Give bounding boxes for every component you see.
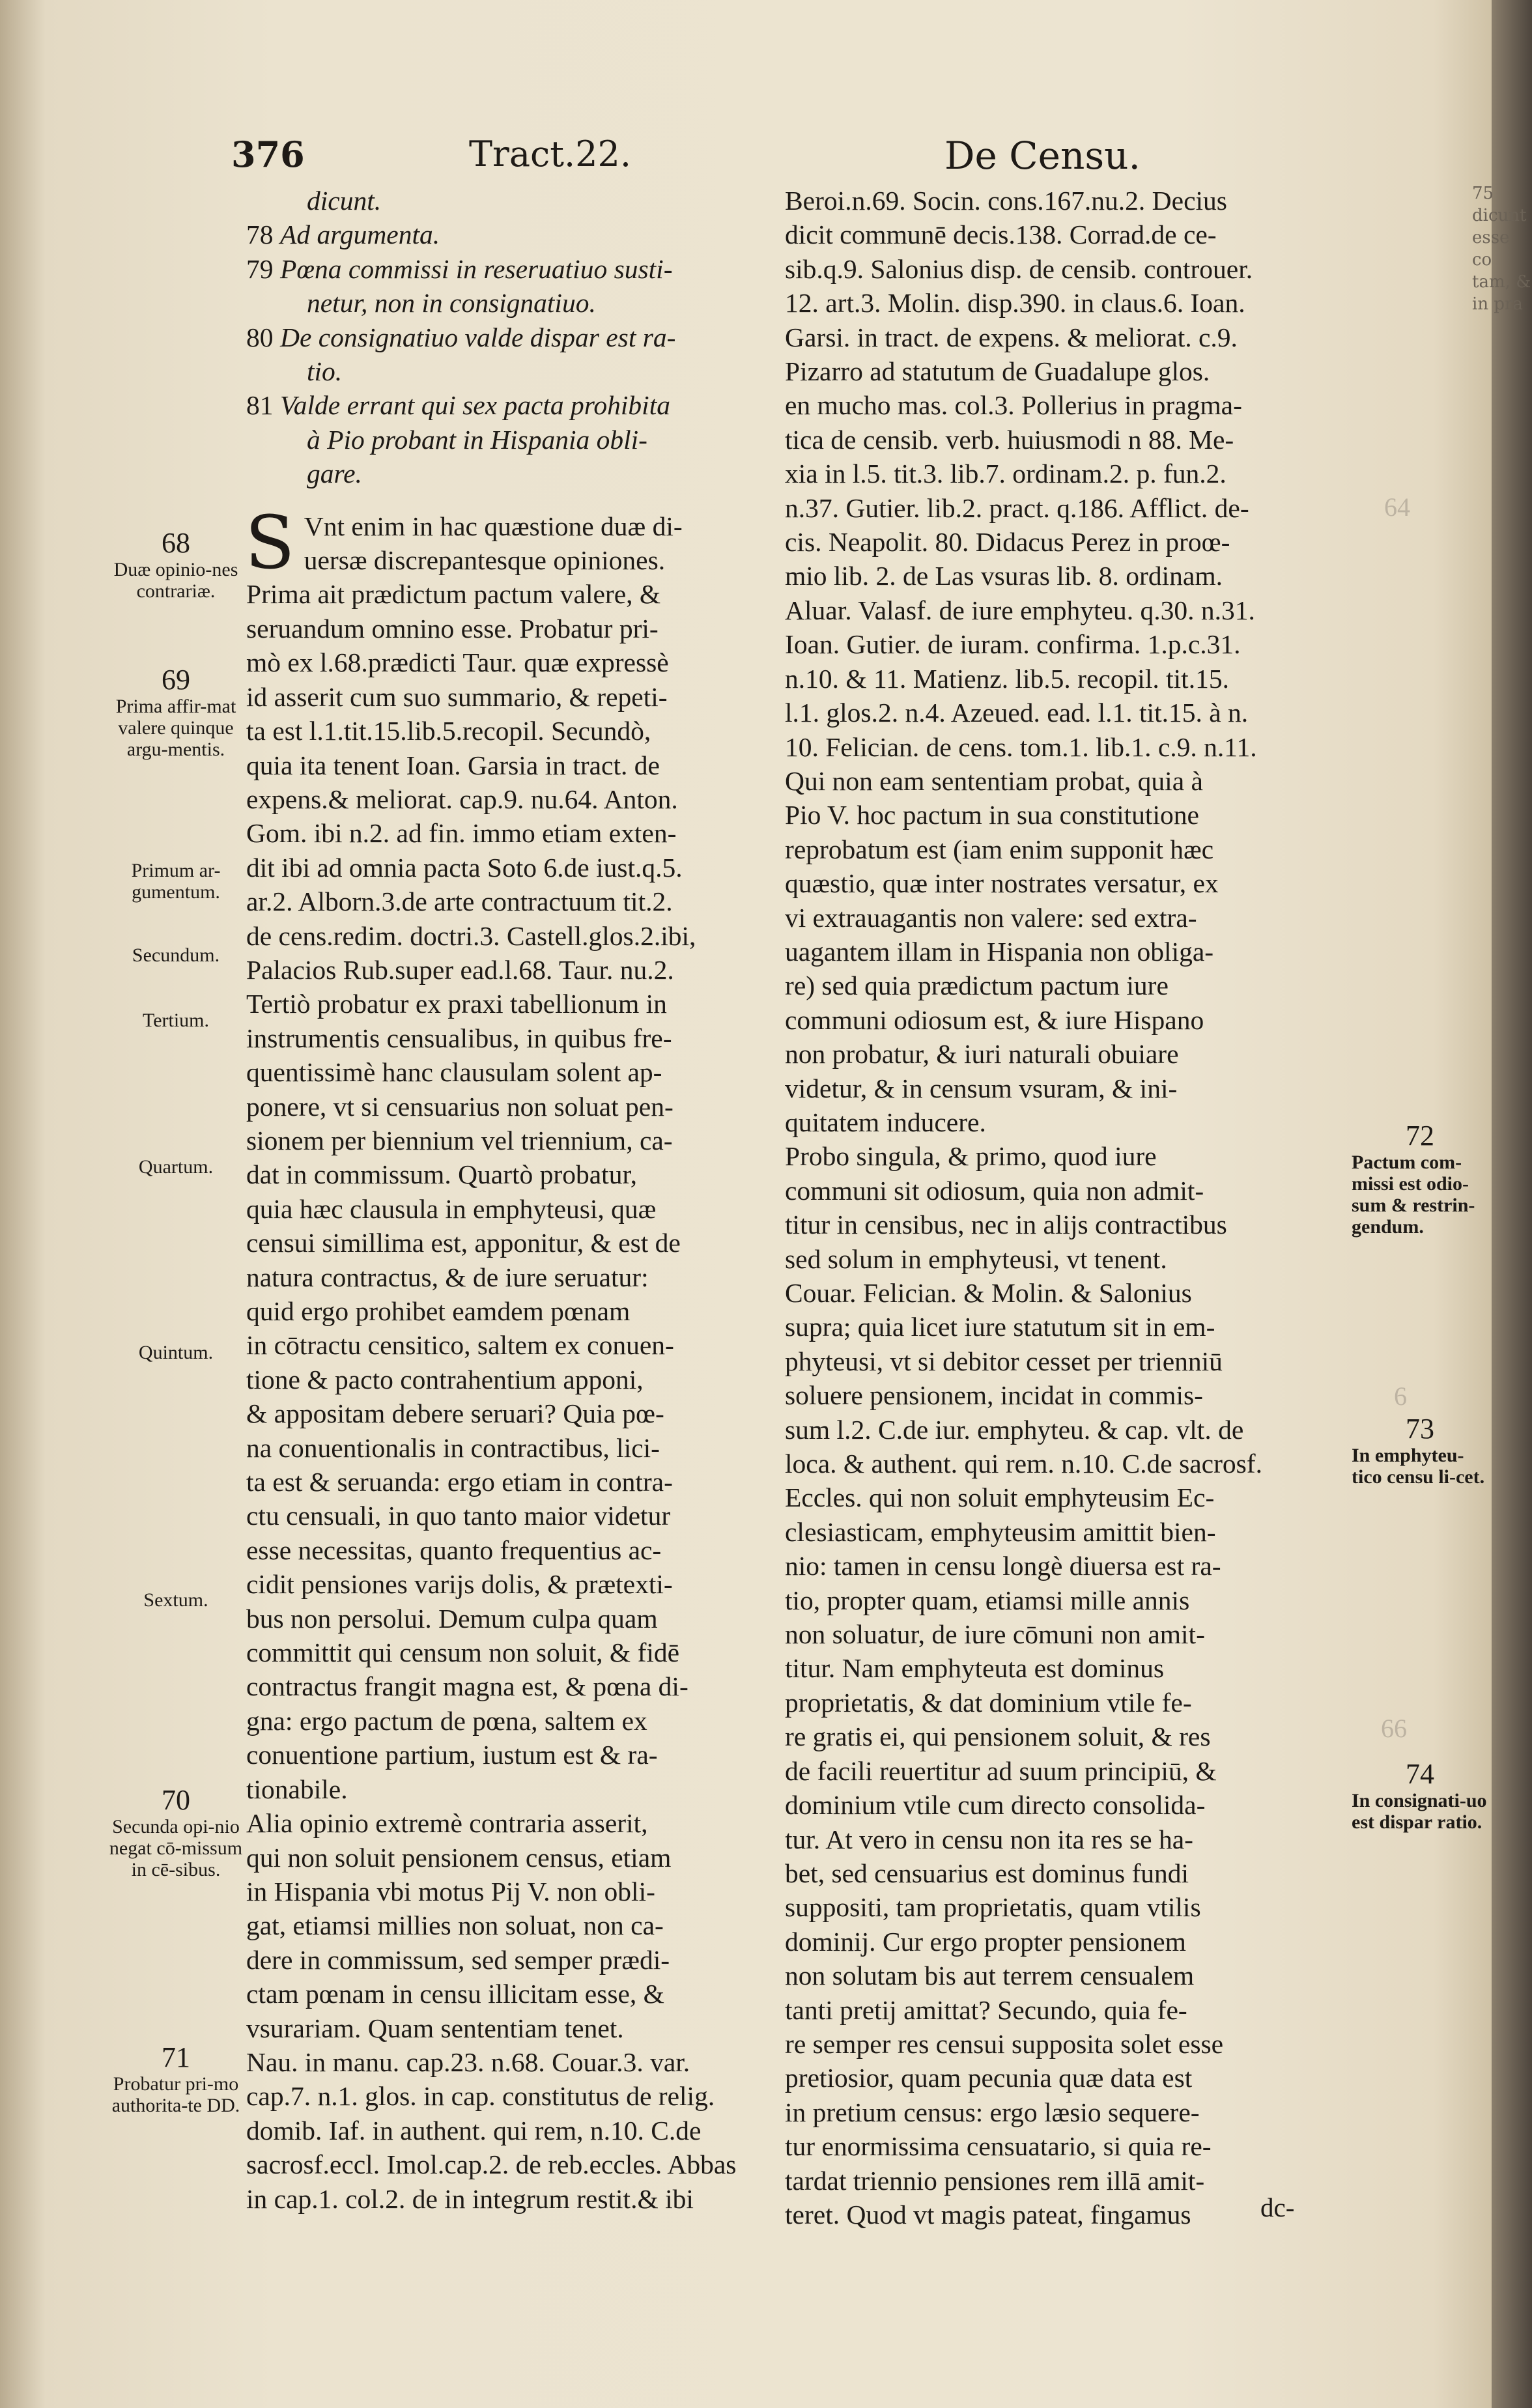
text-line: tur enormissima censuatario, si quia re- xyxy=(785,2131,1212,2162)
text-line: xia in l.5. tit.3. lib.7. ordinam.2. p. fun.2. xyxy=(785,459,1227,489)
text-line: l.1. glos.2. n.4. Azeued. ead. l.1. tit.15. à n. xyxy=(785,698,1249,728)
margin-note-number: 74 xyxy=(1406,1758,1434,1790)
text-line: pretiosior, quam pecunia quæ data est xyxy=(785,2063,1193,2093)
margin-note xyxy=(107,2042,244,2116)
summary-number: 78 xyxy=(246,220,274,250)
bleed-mark: 6 xyxy=(1394,1381,1407,1411)
summary-line: netur, non in consignatiuo. xyxy=(307,288,596,319)
text-line: contractus frangit magna est, & pœna di- xyxy=(246,1671,688,1702)
text-line: Prima ait prædictum pactum valere, & xyxy=(246,579,661,610)
text-line: proprietatis, & dat dominium vtile fe- xyxy=(785,1687,1192,1718)
margin-note xyxy=(107,1342,244,1363)
text-line: in pretium census: ergo læsio sequere- xyxy=(785,2097,1200,2127)
margin-note xyxy=(1352,1120,1488,1238)
text-line: nio: tamen in censu longè diuersa est ra- xyxy=(785,1551,1221,1581)
text-line: committit qui censum non soluit, & fidē xyxy=(246,1637,680,1668)
right-column xyxy=(785,184,1329,2231)
margin-note-text: Pactum com-missi est odio-sum & restrin-gendum. xyxy=(1352,1152,1475,1238)
text-line: quid ergo prohibet eamdem pœnam xyxy=(246,1296,631,1326)
text-line: en mucho mas. col.3. Pollerius in pragma- xyxy=(785,390,1242,421)
text-line: titur. Nam emphyteuta est dominus xyxy=(785,1653,1165,1684)
text-line: vsurariam. Quam sententiam tenet. xyxy=(246,2013,624,2043)
text-line: bus non persolui. Demum culpa quam xyxy=(246,1603,658,1634)
catchword: dc- xyxy=(1260,2192,1295,2222)
text-line: Aluar. Valasf. de iure emphyteu. q.30. n.31. xyxy=(785,595,1255,625)
margin-note-text: Quartum. xyxy=(138,1156,214,1178)
summary-line: Pœna commissi in reseruatiuo susti- xyxy=(280,253,673,284)
text-line: soluere pensionem, incidat in commis- xyxy=(785,1380,1203,1411)
text-line: quæstio, quæ inter nostrates versatur, ex xyxy=(785,868,1219,899)
text-line: 10. Felician. de cens. tom.1. lib.1. c.9. n.11. xyxy=(785,731,1257,762)
text-line: reprobatum est (iam enim supponit hæc xyxy=(785,834,1214,864)
text-line: na conuentionalis in contractibus, lici- xyxy=(246,1432,660,1463)
summary-list xyxy=(246,184,775,491)
summary-line: à Pio probant in Hispania obli- xyxy=(307,424,647,455)
summary-line: De consignatiuo valde dispar est ra- xyxy=(280,322,676,352)
text-line: ponere, vt si censuarius non soluat pen- xyxy=(246,1091,674,1122)
text-line: Pizarro ad statutum de Guadalupe glos. xyxy=(785,356,1210,387)
text-line: communi odiosum est, & iure Hispano xyxy=(785,1004,1204,1035)
tractatus-label: Tract.22. xyxy=(469,134,632,175)
margin-note-text: Secunda opi-nio negat cō-missum in cē-sibus. xyxy=(109,1816,243,1880)
left-lines xyxy=(245,500,775,2216)
text-line: Gom. ibi n.2. ad fin. immo etiam exten- xyxy=(246,818,677,849)
text-line: sib.q.9. Salonius disp. de censib. controuer. xyxy=(785,253,1253,284)
page-number: 376 xyxy=(231,134,305,175)
text-line: non probatur, & iuri naturali obuiare xyxy=(785,1039,1179,1069)
summary-line: gare. xyxy=(307,459,362,489)
text-line: 12. art.3. Molin. disp.390. in claus.6. Ioan. xyxy=(785,288,1245,319)
text-line: non solutam bis aut terrem censualem xyxy=(785,1961,1195,1991)
bleed-text: 75 xyxy=(1472,184,1494,203)
summary-number: 79 xyxy=(246,253,274,284)
text-line: qui non soluit pensionem census, etiam xyxy=(246,1842,672,1873)
text-line: sum l.2. C.de iur. emphyteu. & cap. vlt. de xyxy=(785,1414,1244,1445)
text-line: quentissimè hanc clausulam solent ap- xyxy=(246,1057,662,1088)
margin-note-text: Sextum. xyxy=(143,1589,208,1611)
running-header xyxy=(231,127,1339,186)
text-line: ctu censuali, in quo tanto maior videtur xyxy=(246,1501,671,1531)
text-line: tionabile. xyxy=(246,1774,348,1804)
text-line: gat, etiamsi millies non soluat, non ca- xyxy=(246,1910,664,1941)
margin-note-text: In emphyteu-tico censu li-cet. xyxy=(1352,1445,1485,1488)
text-line: uersæ discrepantesque opiniones. xyxy=(304,545,666,576)
body-text-left xyxy=(245,500,775,2216)
text-line: vi extrauagantis non valere: sed extra- xyxy=(785,902,1197,933)
text-line: dominium vtile cum directo consolida- xyxy=(785,1790,1206,1820)
text-line: domib. Iaf. in authent. qui rem, n.10. C.de xyxy=(246,2115,702,2146)
text-line: dominij. Cur ergo propter pensionem xyxy=(785,1926,1186,1957)
summary-item xyxy=(246,320,775,354)
text-line: mò ex l.68.prædicti Taur. quæ expressè xyxy=(246,647,669,678)
margin-note xyxy=(107,1785,244,1880)
text-line: Probo singula, & primo, quod iure xyxy=(785,1141,1157,1172)
text-line: de facili reuertitur ad suum principiū, & xyxy=(785,1755,1217,1786)
text-line: n.10. & 11. Matienz. lib.5. recopil. tit.15. xyxy=(785,663,1229,694)
text-line: quitatem inducere. xyxy=(785,1107,986,1137)
text-line: in cap.1. col.2. de in integrum restit.& ibi xyxy=(246,2183,694,2214)
text-line: ar.2. Alborn.3.de arte contractuum tit.2. xyxy=(246,886,673,917)
bleed-text: esse co xyxy=(1472,228,1510,270)
text-line: dere in commissum, sed semper prædi- xyxy=(246,1944,670,1975)
margin-note xyxy=(107,664,244,760)
text-line: quia hæc clausula in emphyteusi, quæ xyxy=(246,1193,657,1224)
text-line: conuentione partium, iustum est & ra- xyxy=(246,1740,658,1770)
bleed-text: in pra xyxy=(1472,294,1523,314)
text-line: Pio V. hoc pactum in sua constitutione xyxy=(785,800,1199,830)
summary-number: 80 xyxy=(246,322,274,352)
text-line: re gratis ei, qui pensionem soluit, & res xyxy=(785,1721,1211,1752)
text-line: ta est & seruanda: ergo etiam in contra- xyxy=(246,1467,673,1497)
text-line: Tertiò probatur ex praxi tabellionum in xyxy=(246,989,667,1019)
text-line: id asserit cum suo summario, & repeti- xyxy=(246,681,668,712)
text-line: ctam pœnam in censu illicitam esse, & xyxy=(246,1979,664,2009)
text-line: mio lib. 2. de Las vsuras lib. 8. ordinam. xyxy=(785,561,1223,591)
margin-note-number: 68 xyxy=(162,527,190,559)
text-line: natura contractus, & de iure seruatur: xyxy=(246,1262,649,1292)
summary-item xyxy=(246,218,775,251)
summary-line: Ad argumenta. xyxy=(280,220,440,250)
text-line: n.37. Gutier. lib.2. pract. q.186. Afflict. de- xyxy=(785,492,1249,523)
text-line: tica de censib. verb. huiusmodi n 88. Me- xyxy=(785,424,1234,455)
summary-line: tio. xyxy=(307,356,343,387)
text-line: tur. At vero in censu non ita res se ha- xyxy=(785,1824,1193,1854)
text-line: dit ibi ad omnia pacta Soto 6.de iust.q.5. xyxy=(246,852,683,883)
text-line: ta est l.1.tit.15.lib.5.recopil. Secundò, xyxy=(246,716,651,746)
margin-note xyxy=(107,1156,244,1178)
margin-note-text: Primum ar-gumentum. xyxy=(131,860,221,903)
text-line: tanti pretij amittat? Secundo, quia fe- xyxy=(785,1994,1187,2025)
text-line: tione & pacto contrahentium apponi, xyxy=(246,1364,644,1395)
summary-number: 81 xyxy=(246,390,274,421)
summary-item xyxy=(246,388,775,422)
text-line: cis. Neapolit. 80. Didacus Perez in proœ- xyxy=(785,527,1230,558)
margin-note-number: 72 xyxy=(1406,1120,1434,1152)
text-line: phyteusi, vt si debitor cesset per trienniū xyxy=(785,1346,1223,1376)
text-line: esse necessitas, quanto frequentius ac- xyxy=(246,1535,662,1565)
text-line: Beroi.n.69. Socin. cons.167.nu.2. Decius xyxy=(785,186,1227,216)
text-line: Garsi. in tract. de expens. & meliorat. c.9. xyxy=(785,322,1238,352)
margin-note-text: Tertium. xyxy=(142,1010,210,1031)
margin-note xyxy=(107,860,244,903)
margin-note xyxy=(107,1589,244,1611)
margin-note xyxy=(107,528,244,602)
text-line: dat in commissum. Quartò probatur, xyxy=(246,1159,637,1190)
text-line: communi sit odiosum, quia non admit- xyxy=(785,1175,1204,1206)
margin-note xyxy=(1352,1413,1488,1488)
margin-note-text: In consignati-uo est dispar ratio. xyxy=(1352,1790,1487,1833)
right-lines xyxy=(785,184,1329,2231)
text-line: gna: ergo pactum de pœna, saltem ex xyxy=(246,1705,647,1736)
text-line: Palacios Rub.super ead.l.68. Taur. nu.2. xyxy=(246,954,674,985)
text-line: instrumentis censualibus, in quibus fre- xyxy=(246,1023,672,1053)
margin-note xyxy=(107,944,244,966)
text-line: sionem per biennium vel triennium, ca- xyxy=(246,1125,673,1155)
margin-note-text: Quintum. xyxy=(138,1342,214,1363)
text-line: Nau. in manu. cap.23. n.68. Couar.3. var. xyxy=(246,2047,690,2077)
text-line: seruandum omnino esse. Probatur pri- xyxy=(246,613,659,644)
text-line: Qui non eam sententiam probat, quia à xyxy=(785,765,1203,796)
summary-line: dicunt. xyxy=(307,186,382,216)
text-line: in cōtractu censitico, saltem ex conuen- xyxy=(246,1330,674,1361)
text-line: cidit pensiones varijs dolis, & prætexti- xyxy=(246,1569,673,1600)
drop-cap: S xyxy=(245,500,295,586)
text-line: teret. Quod vt magis pateat, fingamus xyxy=(785,2199,1191,2230)
text-line: de cens.redim. doctri.3. Castell.glos.2.ibi, xyxy=(246,920,696,951)
bleed-mark: 64 xyxy=(1384,492,1410,522)
text-line: Eccles. qui non soluit emphyteusim Ec- xyxy=(785,1482,1215,1513)
margin-note xyxy=(1352,1759,1488,1833)
text-line: censui simillima est, apponitur, & est de xyxy=(246,1228,681,1258)
text-line: Vnt enim in hac quæstione duæ di- xyxy=(304,511,683,541)
text-line: loca. & authent. qui rem. n.10. C.de sacrosf. xyxy=(785,1449,1262,1479)
text-line: uagantem illam in Hispania non obliga- xyxy=(785,936,1214,967)
text-line: re semper res censui supposita solet esse xyxy=(785,2028,1224,2059)
margin-note-number: 70 xyxy=(162,1784,190,1816)
left-column xyxy=(246,184,775,2216)
running-title: De Censu. xyxy=(944,134,1141,178)
text-line: sacrosf.eccl. Imol.cap.2. de reb.eccles. Abbas xyxy=(246,2149,737,2180)
margin-note-number: 71 xyxy=(162,2041,190,2073)
text-line: Ioan. Gutier. de iuram. confirma. 1.p.c.31. xyxy=(785,629,1241,660)
text-line: clesiasticam, emphyteusim amittit bien- xyxy=(785,1516,1216,1547)
margin-note-number: 69 xyxy=(162,664,190,696)
margin-note-text: Prima affir-mat valere quinque argu-mentis. xyxy=(115,696,236,760)
summary-item xyxy=(246,252,775,286)
next-page-bleed xyxy=(1472,182,1532,1029)
text-line: non soluatur, de iure cōmuni non amit- xyxy=(785,1619,1205,1650)
text-line: re) sed quia prædictum pactum iure xyxy=(785,970,1169,1001)
bleed-text: dicunt xyxy=(1472,206,1527,225)
bleed-text: tam, & xyxy=(1472,272,1531,292)
text-line: in Hispania vbi motus Pij V. non obli- xyxy=(246,1876,655,1906)
text-line: bet, sed censuarius est dominus fundi xyxy=(785,1858,1189,1888)
text-line: supra; quia licet iure statutum sit in em- xyxy=(785,1312,1215,1342)
margin-note-text: Secundum. xyxy=(132,944,220,966)
bleed-mark: 66 xyxy=(1381,1714,1407,1743)
text-line: cap.7. n.1. glos. in cap. constitutus de relig. xyxy=(246,2081,715,2112)
text-line: titur in censibus, nec in alijs contractibus xyxy=(785,1210,1227,1240)
text-line: sed solum in emphyteusi, vt tenent. xyxy=(785,1243,1167,1274)
margin-note-text: Duæ opinio-nes contrariæ. xyxy=(113,559,238,602)
text-line: suppositi, tam proprietatis, quam vtilis xyxy=(785,1892,1201,1923)
text-line: tio, propter quam, etiamsi mille annis xyxy=(785,1585,1190,1615)
margin-note-number: 73 xyxy=(1406,1413,1434,1445)
text-line: tardat triennio pensiones rem illā amit- xyxy=(785,2165,1205,2196)
text-line: Alia opinio extremè contraria asserit, xyxy=(246,1808,648,1839)
margin-note xyxy=(107,1010,244,1031)
margin-note-text: Probatur pri-mo authorita-te DD. xyxy=(111,2073,240,2116)
summary-line: Valde errant qui sex pacta prohibita xyxy=(280,390,670,421)
text-line: Couar. Felician. & Molin. & Salonius xyxy=(785,1278,1192,1308)
text-line: dicit communē decis.138. Corrad.de ce- xyxy=(785,220,1217,250)
text-line: quia ita tenent Ioan. Garsia in tract. de xyxy=(246,750,660,780)
text-line: expens.& meliorat. cap.9. nu.64. Anton. xyxy=(246,784,678,814)
text-line: videtur, & in censum vsuram, & ini- xyxy=(785,1073,1178,1103)
text-line: & appositam debere seruari? Quia pœ- xyxy=(246,1398,664,1429)
